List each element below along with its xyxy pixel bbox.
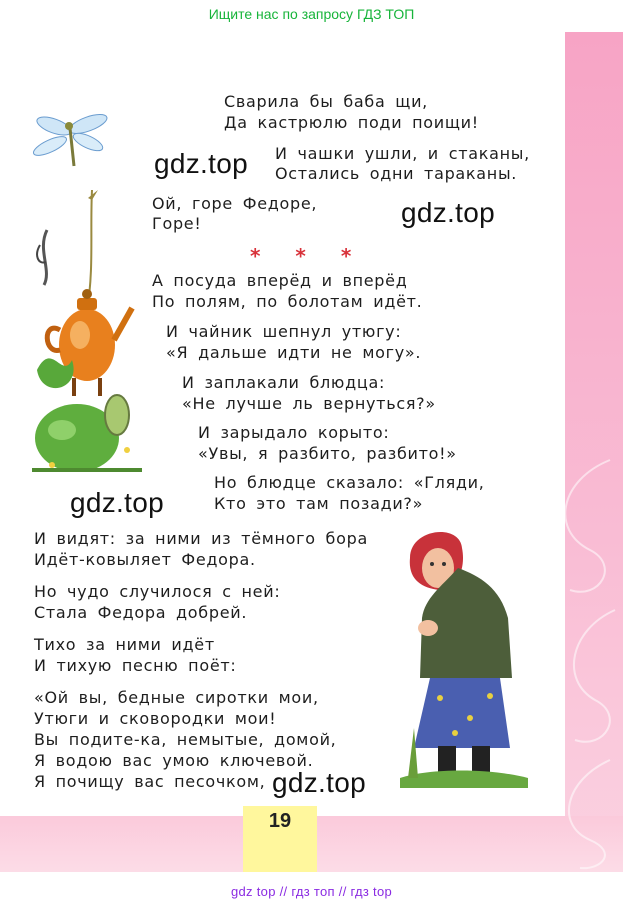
verse-line: Я водою вас умою ключевой. [34, 751, 314, 770]
verse-line: Вы подите-ка, немытые, домой, [34, 730, 337, 749]
dragonfly-icon [32, 111, 109, 166]
verse-line: И чайник шепнул утюгу: [166, 322, 402, 341]
watermark: gdz.top [70, 487, 164, 518]
verse-line: А посуда вперёд и вперёд [152, 271, 408, 290]
verse-line: И чашки ушли, и стаканы, [275, 144, 530, 163]
verse-line: Кто это там позади?» [214, 494, 424, 513]
fedora-grandmother-icon [400, 532, 528, 788]
verse-line: Сварила бы баба щи, [224, 92, 428, 111]
verse-line: «Не лучше ль вернуться?» [182, 394, 436, 413]
watermark: gdz.top [272, 767, 366, 798]
stanza-separator: * * * [250, 244, 366, 268]
verse-line: Стала Федора добрей. [34, 603, 248, 622]
dragonfly-illustration [32, 108, 112, 170]
verse-line: И видят: за ними из тёмного бора [34, 529, 368, 548]
verse-line: Да кастрюлю поди поищи! [224, 113, 479, 132]
footer-watermark: gdz top // гдз топ // гдз top [230, 884, 393, 899]
verse-line: Утюги и сковородки мои! [34, 709, 277, 728]
verse-line: Горе! [152, 214, 202, 233]
verse-line: «Увы, я разбито, разбито!» [198, 444, 457, 463]
verse-line: Идёт-ковыляет Федора. [34, 550, 256, 569]
watermark: gdz.top [401, 197, 495, 228]
teapot-plants-illustration [32, 190, 142, 480]
verse-line: По полям, по болотам идёт. [152, 292, 423, 311]
verse-line: «Я дальше идти не могу». [166, 343, 422, 362]
verse-line: И зарыдало корыто: [198, 423, 390, 442]
fedora-illustration [400, 528, 528, 788]
verse-line: Я почищу вас песочком, [34, 772, 266, 791]
page-number: 19 [268, 810, 292, 832]
top-banner: Ищите нас по запросу ГДЗ ТОП [208, 6, 415, 22]
verse-line: «Ой вы, бедные сиротки мои, [34, 688, 319, 707]
watermark: gdz.top [154, 148, 248, 179]
verse-line: Тихо за ними идёт [34, 635, 215, 654]
verse-line: Ой, горе Федоре, [152, 194, 318, 213]
verse-line: И тихую песню поёт: [34, 656, 237, 675]
verse-line: И заплакали блюдца: [182, 373, 386, 392]
verse-line: Остались одни тараканы. [275, 164, 518, 183]
verse-line: Но чудо случилося с ней: [34, 582, 281, 601]
verse-line: Но блюдце сказало: «Гляди, [214, 473, 485, 492]
